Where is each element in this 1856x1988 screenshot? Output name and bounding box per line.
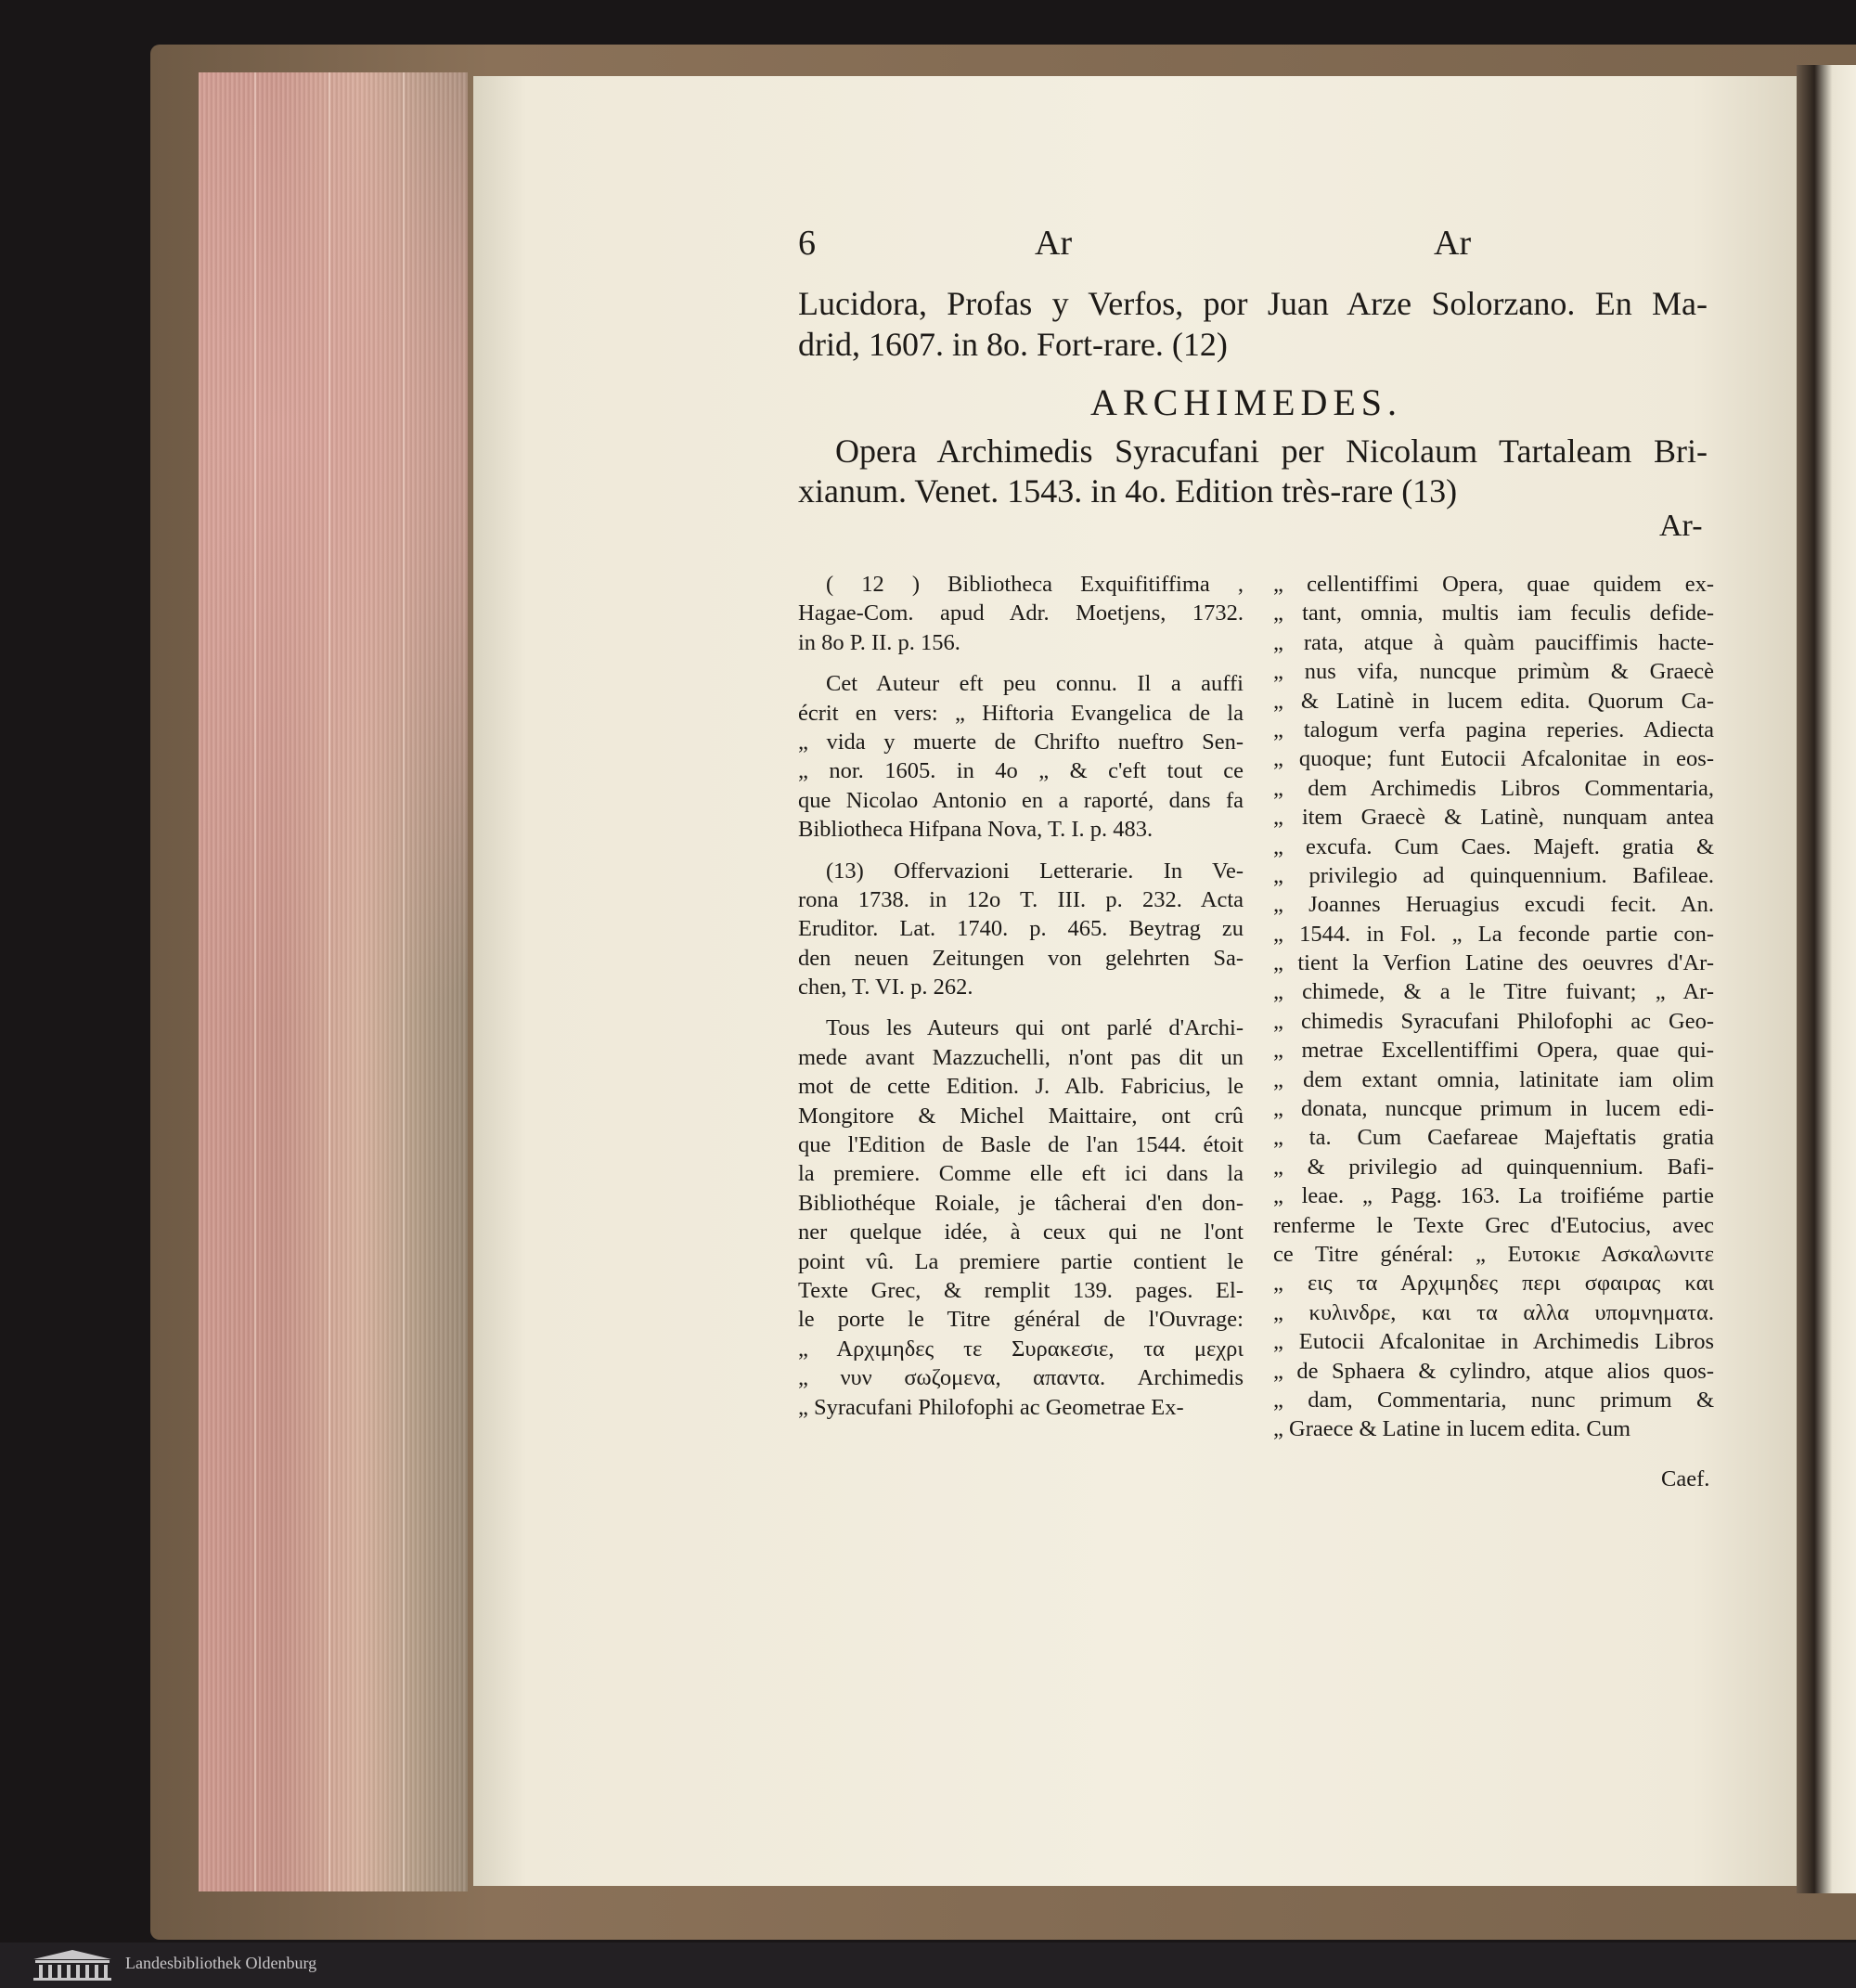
page-number: 6 (798, 224, 816, 263)
text-line: Eruditor. Lat. 1740. p. 465. Beytrag zu (798, 916, 1244, 942)
text-line: „ 1544. in Fol. „ La feconde partie con- (1273, 921, 1714, 947)
text-line: écrit en vers: „ Hiftoria Evangelica de la (798, 700, 1244, 726)
right-catchword: Caef. (1661, 1466, 1710, 1491)
text-line: „ cellentiffimi Opera, quae quidem ex- (1273, 572, 1714, 597)
text-line: „ Graece & Latine in lucem edita. Cum (1273, 1416, 1631, 1442)
right-column (1273, 570, 1714, 1444)
text-line: chen, T. VI. p. 262. (798, 975, 973, 1000)
entry-line-1: Opera Archimedis Syracufani per Nicolaum Tartaleam Bri- (835, 432, 1708, 470)
paragraph-gap (798, 845, 1244, 857)
text-line: que Nicolao Antonio en a raporté, dans fa (798, 787, 1244, 813)
text-line: „ talogum verfa pagina reperies. Adiecta (1273, 716, 1714, 742)
left-column (798, 570, 1244, 1422)
text-line: den neuen Zeitungen von gelehrten Sa- (798, 945, 1244, 971)
text-line: „ Joannes Heruagius excudi fecit. An. (1273, 892, 1714, 918)
text-line: „ excufa. Cum Caes. Majeft. gratia & (1273, 833, 1714, 859)
text-line: Bibliothéque Roiale, je tâcherai d'en don- (798, 1190, 1244, 1216)
text-line: „ vida y muerte de Chrifto nueftro Sen- (798, 729, 1244, 755)
text-line: „ nor. 1605. in 4o „ & c'eft tout ce (798, 758, 1244, 784)
text-line: que l'Edition de Basle de l'an 1544. étoit (798, 1132, 1244, 1158)
text-line: „ ta. Cum Caefareae Majeftatis gratia (1273, 1125, 1714, 1151)
text-line: „ dem Archimedis Libros Commentaria, (1273, 775, 1714, 801)
intro-line-1: Lucidora, Profas y Verfos, por Juan Arze Solorzano. En Ma- (798, 285, 1708, 322)
text-line: „ dam, Commentaria, nunc primum & (1273, 1387, 1714, 1413)
text-line: „ εις τα Αρχιμηδες περι σφαιρας και (1273, 1271, 1714, 1297)
text-line: point vû. La premiere partie contient le (798, 1248, 1244, 1274)
text-line: Cet Auteur eft peu connu. Il a auffi (826, 671, 1244, 697)
text-line: ner quelque idée, à ceux qui ne l'ont (798, 1220, 1244, 1246)
library-building-icon (28, 1948, 117, 1982)
text-line: Texte Grec, & remplit 139. pages. El- (798, 1277, 1244, 1303)
text-line: „ quoque; funt Eutocii Afcalonitae in eos- (1273, 746, 1714, 772)
text-line: „ tient la Verfion Latine des oeuvres d'Ar- (1273, 950, 1714, 976)
intro-line-2: drid, 1607. in 8o. Fort-rare. (12) (798, 326, 1228, 363)
text-line: „ & privilegio ad quinquennium. Bafi- (1273, 1154, 1714, 1180)
text-line: ce Titre général: „ Ευτοκιε Ασκαλωνιτε (1273, 1241, 1714, 1267)
paragraph-gap (798, 1001, 1244, 1013)
entry-line-2: xianum. Venet. 1543. in 4o. Edition très-rare (13) (798, 472, 1458, 510)
text-line: renferme le Texte Grec d'Eutocius, avec (1273, 1212, 1714, 1238)
text-line: „ leae. „ Pagg. 163. La troifiéme partie (1273, 1183, 1714, 1209)
text-line: mede avant Mazzuchelli, n'ont pas dit un (798, 1044, 1244, 1070)
text-line: „ tant, omnia, multis iam feculis defide- (1273, 600, 1714, 626)
running-head-right: Ar (1434, 224, 1472, 263)
book-page-edges (199, 72, 468, 1891)
text-line: Mongitore & Michel Maittaire, ont crû (798, 1103, 1244, 1129)
running-head-left: Ar (1035, 224, 1073, 263)
text-line: Hagae-Com. apud Adr. Moetjens, 1732. (798, 600, 1244, 626)
text-line: Tous les Auteurs qui ont parlé d'Archi- (826, 1015, 1244, 1041)
text-line: „ de Sphaera & cylindro, atque alios quos- (1273, 1358, 1714, 1384)
paragraph-gap (798, 657, 1244, 669)
text-line: „ & Latinè in lucem edita. Quorum Ca- (1273, 688, 1714, 714)
text-line: „ rata, atque à quàm pauciffimis hacte- (1273, 629, 1714, 655)
text-line: „ dem extant omnia, latinitate iam olim (1273, 1066, 1714, 1092)
text-line: rona 1738. in 12o T. III. p. 232. Acta (798, 886, 1244, 912)
text-line: „ Αρχιμηδες τε Συρακεσιε, τα μεχρι (798, 1336, 1244, 1362)
text-line: „ chimede, & a le Titre fuivant; „ Ar- (1273, 979, 1714, 1005)
catchword: Ar- (1659, 509, 1703, 543)
section-title: ARCHIMEDES. (1090, 381, 1403, 423)
text-line: Bibliotheca Hifpana Nova, T. I. p. 483. (798, 817, 1154, 843)
text-line: „ νυν σωζομενα, απαντα. Archimedis (798, 1365, 1244, 1391)
book-gutter (1797, 65, 1856, 1893)
footer-institution: Landesbibliothek Oldenburg (125, 1954, 317, 1972)
text-line: „ privilegio ad quinquennium. Bafileae. (1273, 862, 1714, 888)
text-line: in 8o P. II. p. 156. (798, 629, 960, 655)
text-line: „ κυλινδρε, και τα αλλα υπομνηματα. (1273, 1299, 1714, 1325)
text-line: mot de cette Edition. J. Alb. Fabricius, le (798, 1074, 1244, 1100)
text-line: ( 12 ) Bibliotheca Exquifitiffima , (826, 572, 1244, 597)
text-line: „ nus vifa, nuncque primùm & Graecè (1273, 659, 1714, 685)
text-line: „ Eutocii Afcalonitae in Archimedis Libros (1273, 1329, 1714, 1355)
text-line: „ chimedis Syracufani Philofophi ac Geo- (1273, 1008, 1714, 1034)
text-line: „ metrae Excellentiffimi Opera, quae qui- (1273, 1038, 1714, 1064)
text-line: „ donata, nuncque primum in lucem edi- (1273, 1096, 1714, 1122)
text-line: la premiere. Comme elle eft ici dans la (798, 1161, 1244, 1187)
text-line: (13) Offervazioni Letterarie. In Ve- (826, 858, 1244, 884)
text-line: le porte le Titre général de l'Ouvrage: (798, 1307, 1244, 1333)
text-line: „ item Graecè & Latinè, nunquam antea (1273, 805, 1714, 831)
text-line: „ Syracufani Philofophi ac Geometrae Ex- (798, 1394, 1184, 1420)
